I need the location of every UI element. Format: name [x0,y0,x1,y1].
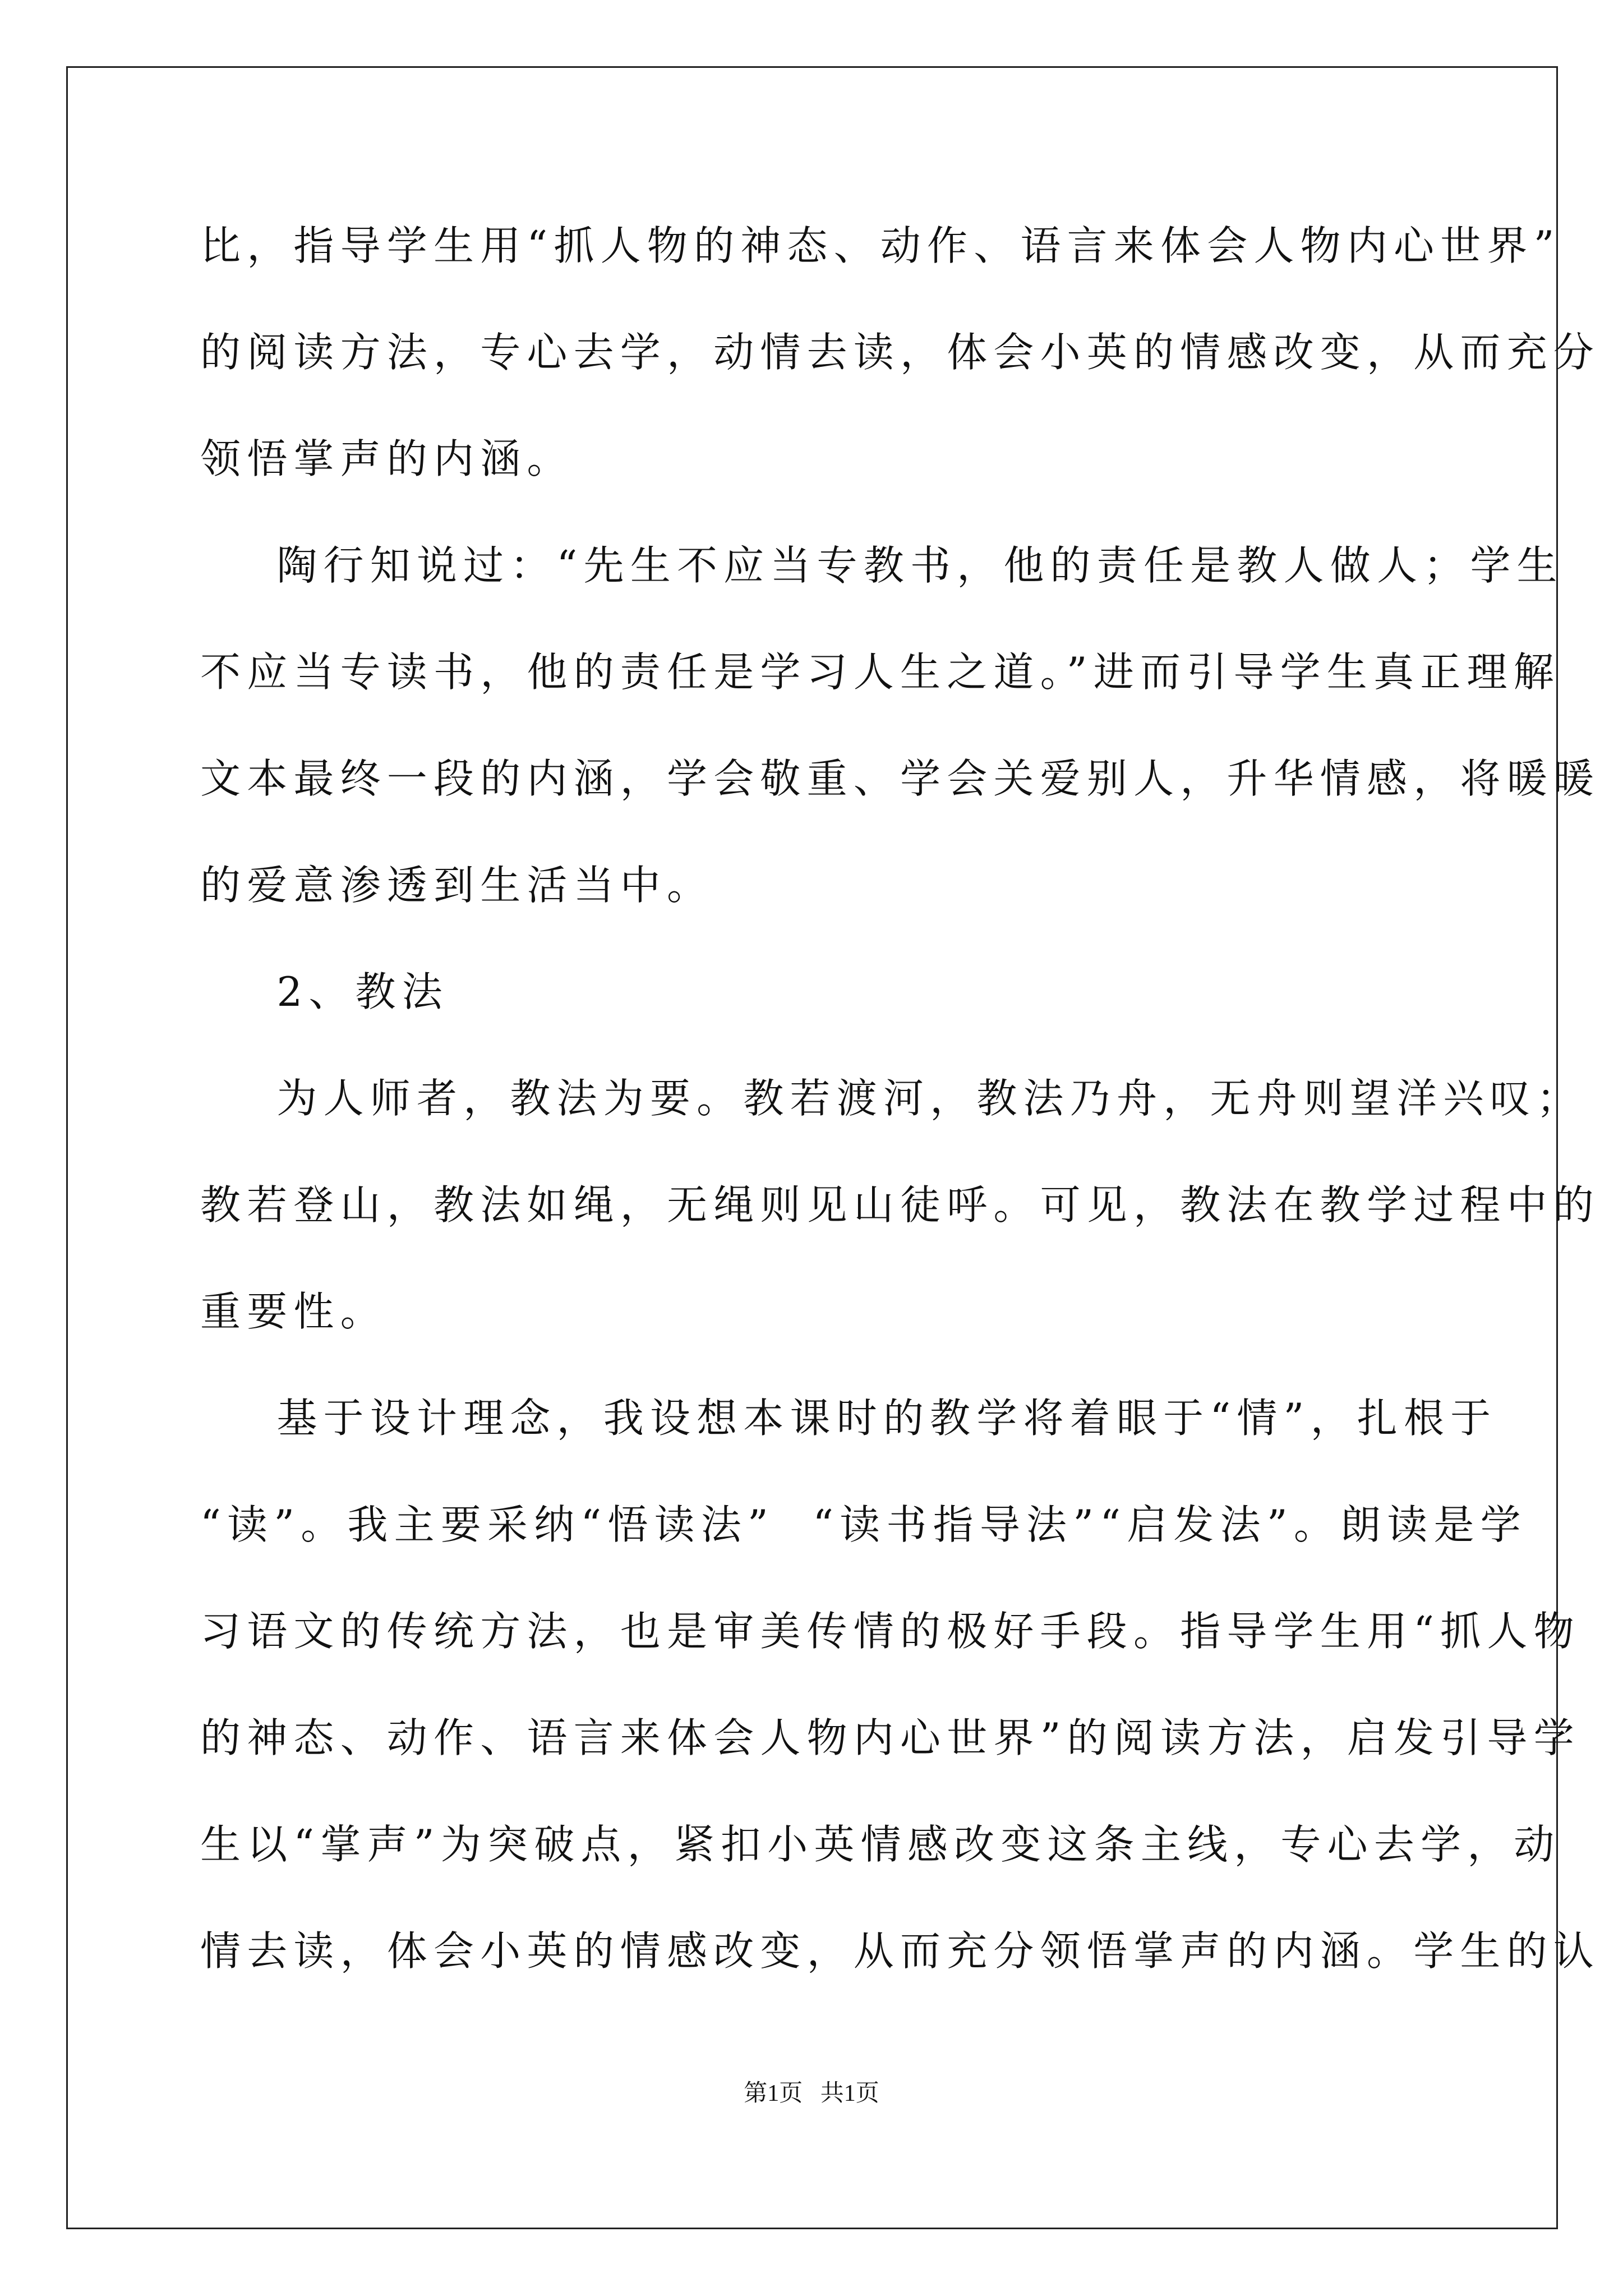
page-number-footer: 第1页 共1页 [744,2081,879,2106]
document-body [200,192,1601,2004]
text-line: 比，指导学生用“抓人物的神态、动作、语言来体会人物内心世界” [200,222,1561,269]
text-line: 领悟掌声的内涵。 [200,435,574,482]
text-line: 文本最终一段的内涵，学会敬重、学会关爱别人，升华情感，将暖暖 [200,755,1601,802]
text-line: 为人师者，教法为要。教若渡河，教法乃舟，无舟则望洋兴叹； [200,1075,1583,1122]
text-line: 的神态、动作、语言来体会人物内心世界”的阅读方法，启发引导学 [200,1714,1580,1761]
text-line: 陶行知说过：“先生不应当专教书，他的责任是教人做人；学生 [200,542,1564,589]
section-heading: 2、教法 [200,968,449,1015]
text-line: 的阅读方法，专心去学，动情去读，体会小英的情感改变，从而充分 [200,329,1601,376]
text-line: 基于设计理念，我设想本课时的教学将着眼于“情”，扎根于 [200,1395,1497,1442]
text-line: 的爱意渗透到生活当中。 [200,862,714,909]
text-line: 习语文的传统方法，也是审美传情的极好手段。指导学生用“抓人物 [200,1608,1580,1655]
text-line: 教若登山，教法如绳，无绳则见山徒呼。可见，教法在教学过程中的 [200,1181,1601,1228]
text-line: 不应当专读书，他的责任是学习人生之道。”进而引导学生真正理解 [200,648,1560,696]
text-line: 生以“掌声”为突破点，紧扣小英情感改变这条主线，专心去学，动 [200,1821,1561,1868]
text-line: 情去读，体会小英的情感改变，从而充分领悟掌声的内涵。学生的认 [200,1927,1601,1975]
text-line: 重要性。 [200,1288,387,1335]
text-line: “读”。我主要采纳“悟读法” “读书指导法”“启发法”。朗读是学 [200,1501,1527,1548]
